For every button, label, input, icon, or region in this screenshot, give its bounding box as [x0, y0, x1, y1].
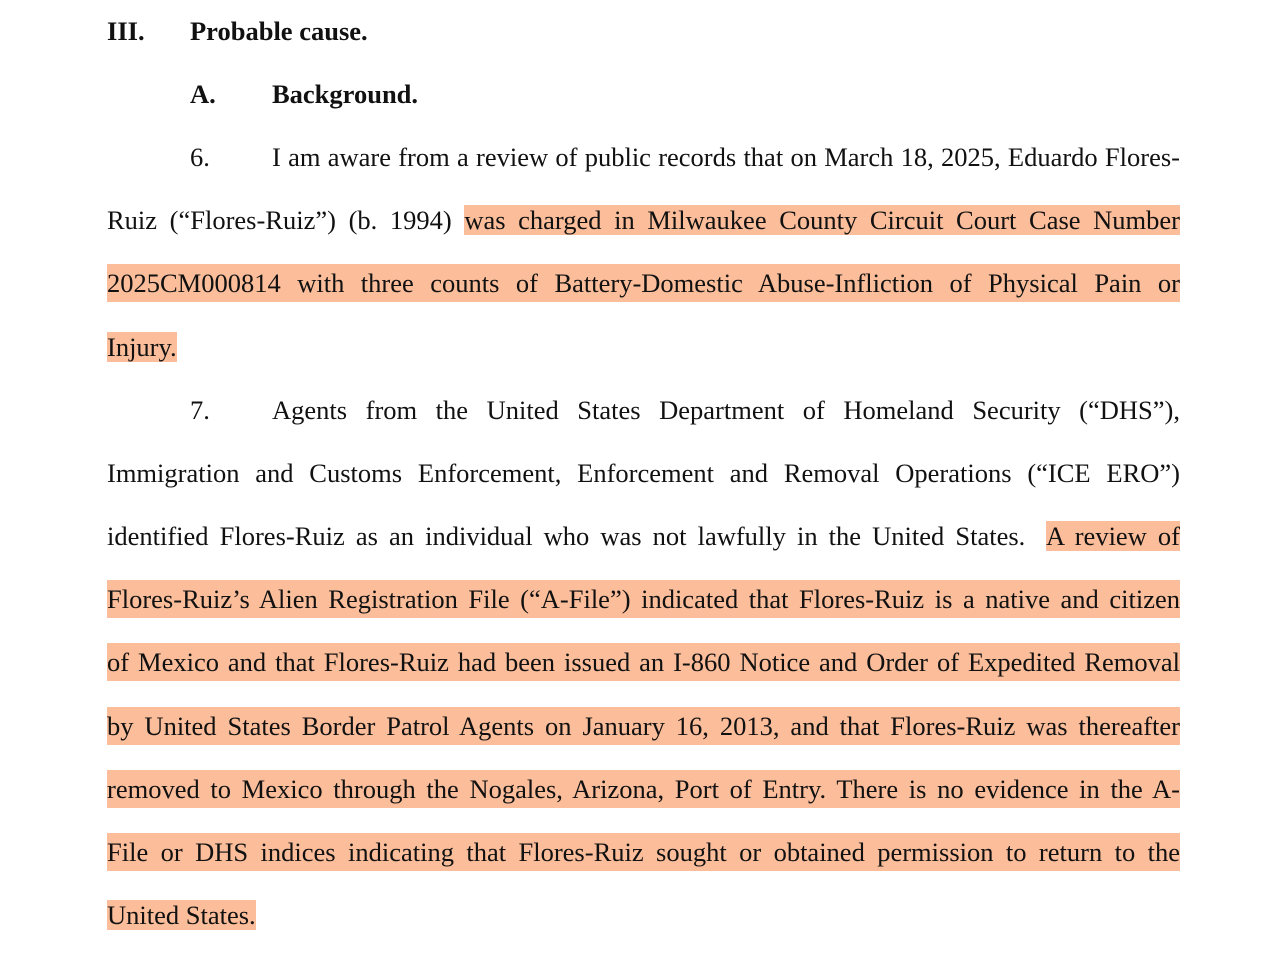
- text-highlight: Flores-Ruiz’s Alien Registration File (“A-File”) indicated that Flores-Ruiz is a native and citizen: [107, 584, 1180, 614]
- paragraph-line: [107, 517, 1180, 555]
- text-highlight: Injury.: [107, 332, 177, 362]
- text-plain: Ruiz (“Flores-Ruiz”) (b. 1994): [107, 205, 465, 235]
- text-highlight: 2025CM000814 with three counts of Battery-Domestic Abuse-Infliction of Physical Pain or: [107, 268, 1180, 298]
- subsection-title: Background.: [272, 79, 419, 109]
- text-highlight: United States.: [107, 900, 256, 930]
- text-plain: I am aware from a review of public records that on March 18, 2025, Eduardo Flores-: [272, 142, 1180, 172]
- text-highlight: removed to Mexico through the Nogales, Arizona, Port of Entry. There is no evidence in the A-: [107, 774, 1180, 804]
- paragraph-line: [107, 643, 1180, 681]
- text-highlight: File or DHS indices indicating that Flores-Ruiz sought or obtained permission to return to the: [107, 837, 1180, 867]
- paragraph-line: [107, 328, 1180, 366]
- paragraph-line: [107, 264, 1180, 302]
- paragraph-line: [107, 896, 1180, 934]
- text-highlight: of Mexico and that Flores-Ruiz had been issued an I-860 Notice and Order of Expedited Removal: [107, 647, 1180, 677]
- text-plain: identified Flores-Ruiz as an individual who was not lawfully in the United States.: [107, 521, 1046, 551]
- text-highlight: by United States Border Patrol Agents on January 16, 2013, and that Flores-Ruiz was thereafter: [107, 711, 1180, 741]
- paragraph-line: [107, 707, 1180, 745]
- text-plain: Immigration and Customs Enforcement, Enforcement and Removal Operations (“ICE ERO”): [107, 458, 1180, 488]
- paragraph-number: 6.: [190, 142, 210, 172]
- subsection-letter: A.: [190, 79, 216, 109]
- paragraph-line: [272, 391, 1180, 429]
- paragraph-line: [272, 138, 1180, 176]
- paragraph-number: 7.: [190, 395, 210, 425]
- paragraph-line: [107, 201, 1180, 239]
- text-highlight: A review of: [1045, 521, 1180, 551]
- paragraph-line: [107, 454, 1180, 492]
- paragraph-line: [107, 580, 1180, 618]
- text-plain: Agents from the United States Department of Homeland Security (“DHS”),: [272, 395, 1180, 425]
- paragraph-line: [107, 833, 1180, 871]
- section-title: Probable cause.: [190, 16, 368, 46]
- text-highlight: was charged in Milwaukee County Circuit Court Case Number: [464, 205, 1180, 235]
- paragraph-line: [107, 770, 1180, 808]
- section-number: III.: [107, 16, 145, 46]
